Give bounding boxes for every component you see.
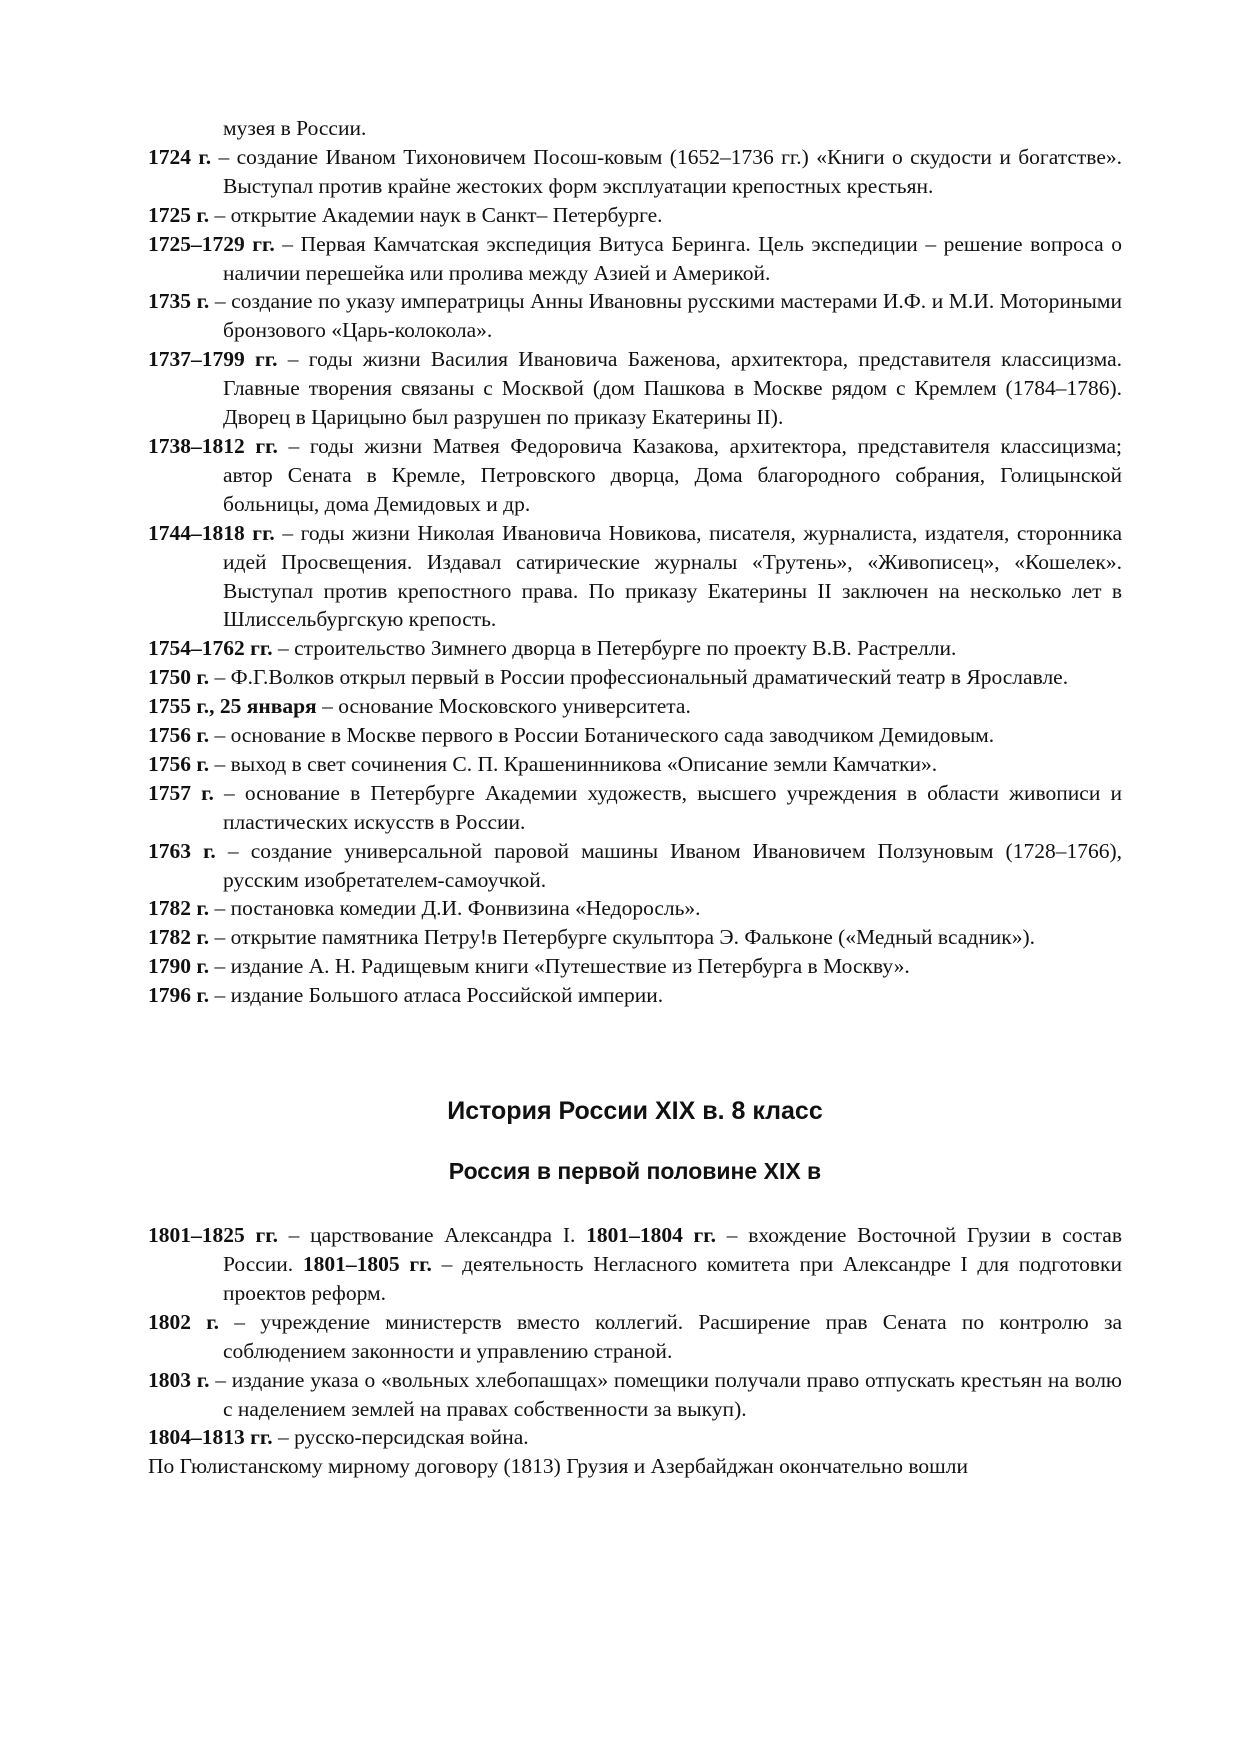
entry-text: – создание по указу императрицы Анны Ивановны русскими мастерами И.Ф. и М.И. Моториными бронзового «Царь-колокола». xyxy=(209,289,1122,343)
entry-date: 1725 г. xyxy=(148,202,210,227)
entry-date: 1804–1813 гг. xyxy=(148,1425,273,1450)
chronology-list-19th-century xyxy=(148,1221,1122,1481)
entry-date: 1782 г. xyxy=(148,925,210,950)
list-item xyxy=(148,952,1122,981)
entry-date: 1802 г. xyxy=(148,1309,219,1334)
entry-date: 1735 г. xyxy=(148,289,210,314)
section-subheading: Россия в первой половине XIX в xyxy=(448,1158,822,1185)
entry-date: 1744–1818 гг. xyxy=(148,520,275,545)
document-page xyxy=(148,114,1122,1481)
entry-date: 1725–1729 гг. xyxy=(148,231,275,256)
entry-date: 1763 г. xyxy=(148,838,216,863)
entry-date: 1803 г. xyxy=(148,1367,210,1392)
list-item xyxy=(148,287,1122,345)
entry-date: 1790 г. xyxy=(148,954,210,979)
entry-text: – создание Иваном Тихоновичем Посош-ковым (1652–1736 гг.) «Книги о скудости и богатстве». Выступал против крайне жестоких форм эксплуатации крепостных крестьян. xyxy=(211,144,1122,198)
entry-text: – основание Московского университета. xyxy=(316,694,691,719)
entry-text: – постановка комедии Д.И. Фонвизина «Недоросль». xyxy=(209,896,701,921)
entry-text: – строительство Зимнего дворца в Петербурге по проекту В.В. Растрелли. xyxy=(272,636,957,661)
entry-date: 1756 г. xyxy=(148,723,210,748)
list-item xyxy=(148,923,1122,952)
continuation-line: музея в России. xyxy=(223,116,367,140)
entry-text: – издание Большого атласа Российской империи. xyxy=(209,983,664,1008)
list-item xyxy=(148,981,1122,1010)
entry-date: 1724 г. xyxy=(148,144,212,169)
entry-text: – годы жизни Василия Ивановича Баженова, архитектора, представителя классицизма. Главные творения связаны с Москвой (дом Пашкова в Москве рядом с Кремлем (1784–1786). Дворец в Царицыно был разрушен по приказу Екатерины II). xyxy=(223,347,1122,430)
entry-date: 1738–1812 гг. xyxy=(148,433,278,458)
list-item xyxy=(148,345,1122,432)
list-item xyxy=(148,750,1122,779)
list-item xyxy=(148,663,1122,692)
entry-date: 1801–1825 гг. xyxy=(148,1223,278,1248)
list-item xyxy=(148,837,1122,895)
list-item xyxy=(148,634,1122,663)
entry-text: – выход в свет сочинения С. П. Крашенинникова «Описание земли Камчатки». xyxy=(209,751,938,776)
entry-text: – царствование Александра I. xyxy=(277,1223,587,1248)
entry-date: 1754–1762 гг. xyxy=(148,636,273,661)
list-item xyxy=(148,143,1122,201)
entry-text: – основание в Петербурге Академии художеств, высшего учреждения в области живописи и пластических искусств в России. xyxy=(213,780,1123,834)
entry-text: – Ф.Г.Волков открыл первый в России профессиональный драматический театр в Ярославле. xyxy=(209,665,1069,690)
entry-date: 1737–1799 гг. xyxy=(148,347,278,372)
entry-text: – годы жизни Матвея Федоровича Казакова, архитектора, представителя классицизма; автор Сената в Кремле, Петровского дворца, Дома благородного собрания, Голицынской больницы, дома Демидовых и др. xyxy=(223,433,1123,516)
entry-date: 1755 г., 25 января xyxy=(148,694,317,719)
list-item xyxy=(148,519,1122,635)
list-item xyxy=(148,894,1122,923)
entry-date: 1750 г. xyxy=(148,665,210,690)
list-item xyxy=(148,432,1122,519)
chronology-list-continued xyxy=(148,1308,1122,1453)
entry-date: 1757 г. xyxy=(148,780,214,805)
chronology-list-18th-century xyxy=(148,143,1122,1010)
entry-text: – создание универсальной паровой машины Иваном Ивановичем Ползуновым (1728–1766), русским изобретателем-самоучкой. xyxy=(215,838,1122,892)
trailing-paragraph: По Гюлистанскому мирному договору (1813) Грузия и Азербайджан окончательно вошли xyxy=(148,1454,968,1479)
entry-text: – издание А. Н. Радищевым книги «Путешествие из Петербурга в Москву». xyxy=(209,954,910,979)
entry-text: – годы жизни Николая Ивановича Новикова, писателя, журналиста, издателя, сторонника идей Просвещения. Издавал сатирические журналы «Трутень», «Живописец», «Кошелек». Выступал против крепостного права. По приказу Екатерины II заключен на несколько лет в Шлиссельбургскую крепость. xyxy=(223,520,1122,632)
entry-text: – основание в Москве первого в России Ботанического сада заводчиком Демидовым. xyxy=(209,723,995,748)
list-item xyxy=(148,1366,1122,1424)
entry-text: – учреждение министерств вместо коллегий. Расширение прав Сената по контролю за соблюдением законности и управлению страной. xyxy=(218,1309,1122,1363)
list-item xyxy=(148,779,1122,837)
entry-date: 1756 г. xyxy=(148,751,210,776)
entry-text: – Первая Камчатская экспедиция Витуса Беринга. Цель экспедиции – решение вопроса о наличии перешейка или пролива между Азией и Америкой. xyxy=(223,231,1122,285)
entry-text: – вхождение Восточной Грузии в состав России. xyxy=(223,1223,1122,1276)
entry-text: – русско-персидская война. xyxy=(272,1425,529,1450)
entry-date: 1782 г. xyxy=(148,896,210,921)
section-heading: История России XIX в. 8 класс xyxy=(447,1097,823,1126)
entry-date: 1796 г. xyxy=(148,983,210,1008)
list-item xyxy=(148,1308,1122,1366)
list-item xyxy=(148,721,1122,750)
list-item xyxy=(148,201,1122,230)
list-item xyxy=(148,230,1122,288)
entry-text: – издание указа о «вольных хлебопашцах» помещики получали право отпускать крестьян на волю с наделением землей на правах собственности за выкуп). xyxy=(209,1367,1122,1421)
entry-text: – деятельность Негласного комитета при Александре I для подготовки проектов реформ. xyxy=(223,1252,1122,1305)
entry-date: 1801–1805 гг. xyxy=(302,1252,432,1276)
entry-date: 1801–1804 гг. xyxy=(586,1223,717,1248)
list-item xyxy=(148,1221,1122,1308)
list-item xyxy=(148,1423,1122,1452)
entry-text: – открытие памятника Петру!в Петербурге скульптора Э. Фальконе («Медный всадник»). xyxy=(209,925,1035,950)
list-item xyxy=(148,692,1122,721)
entry-text: – открытие Академии наук в Санкт– Петербурге. xyxy=(209,202,663,227)
